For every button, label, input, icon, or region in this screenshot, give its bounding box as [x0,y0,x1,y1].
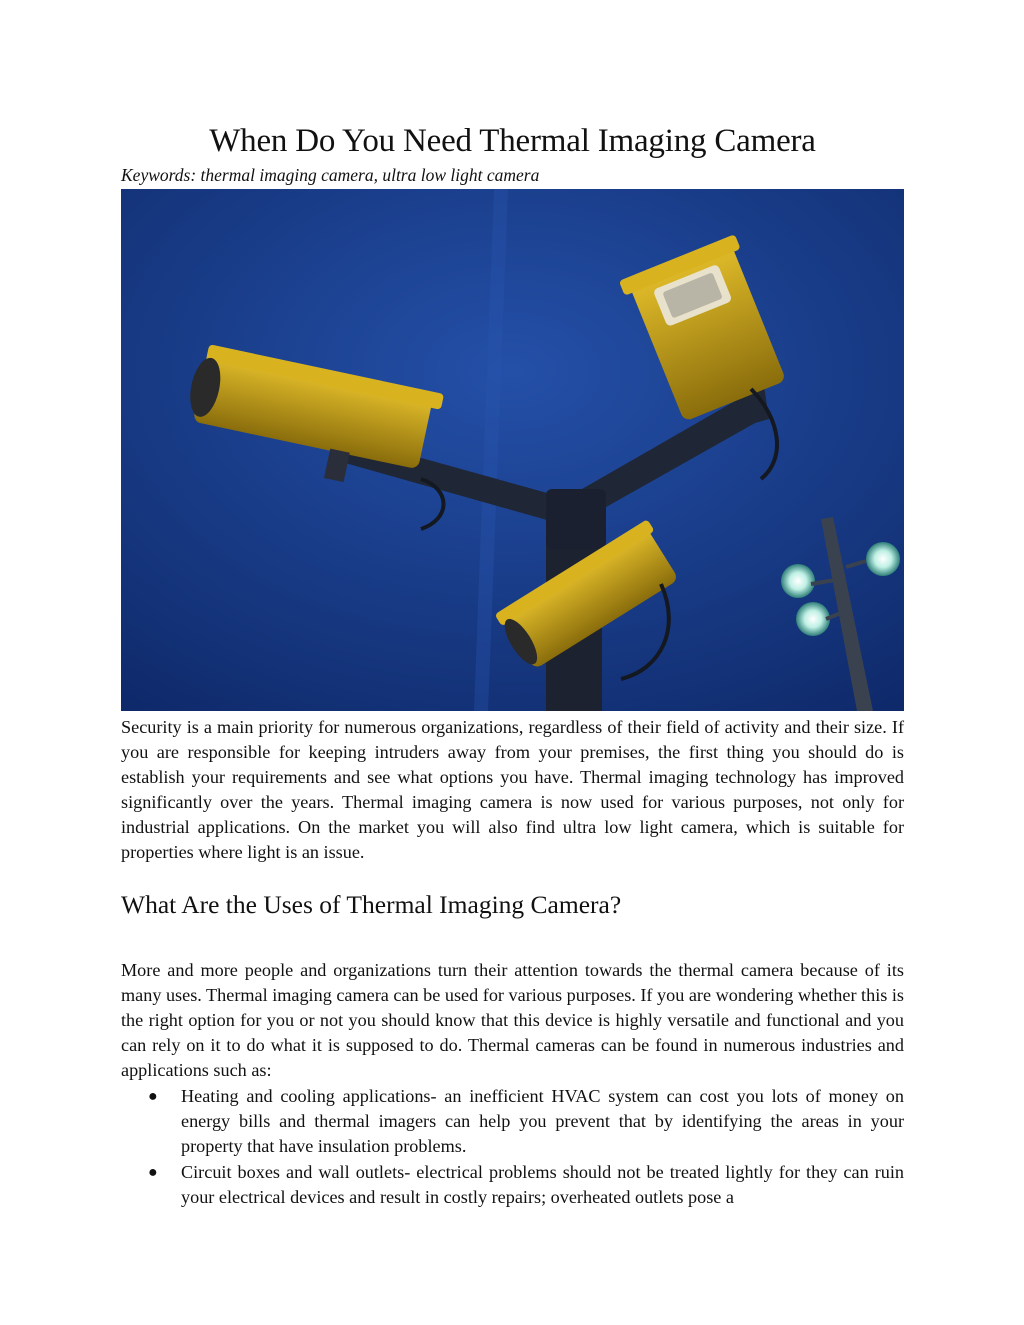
security-cameras-photo [121,189,904,711]
list-item [121,1160,904,1210]
list-item-text: Circuit boxes and wall outlets- electrical problems should not be treated lightly for they can ruin your electrical devices and result in costly repairs; overheated outlets pose a [181,1162,904,1207]
keywords-line: Keywords: thermal imaging camera, ultra low light camera [121,165,540,185]
list-item [121,1084,904,1159]
bullet-icon: ● [148,1164,158,1181]
document-title: When Do You Need Thermal Imaging Camera [209,123,816,159]
uses-list [121,1084,904,1210]
lamp-2 [866,542,900,576]
intro-paragraph: Security is a main priority for numerous organizations, regardless of their field of activity and their size. If you are responsible for keeping intruders away from your premises, the first thing you should do is establish your requirements and see what options you have. Thermal imaging technology has improved significantly over the years. Thermal imaging camera is now used for various purposes, not only for industrial applications. On the market you will also find ultra low light camera, which is suitable for properties where light is an issue. [121,717,904,862]
document-page [121,120,904,1210]
list-item-text: Heating and cooling applications- an inefficient HVAC system can cost you lots of money on energy bills and thermal imagers can help you prevent that by identifying the areas in your property that have insulation problems. [181,1086,904,1156]
lamp-1 [781,564,815,598]
section-heading: What Are the Uses of Thermal Imaging Camera? [121,890,622,919]
lamp-3 [796,602,830,636]
bullet-icon: ● [148,1088,158,1105]
uses-paragraph: More and more people and organizations turn their attention towards the thermal camera because of its many uses. Thermal imaging camera can be used for various purposes. If you are wondering whether this is the right option for you or not you should know that this device is highly versatile and functional and you can rely on it to do what it is supposed to do. Thermal cameras can be found in numerous industries and applications such as: [121,960,905,1080]
